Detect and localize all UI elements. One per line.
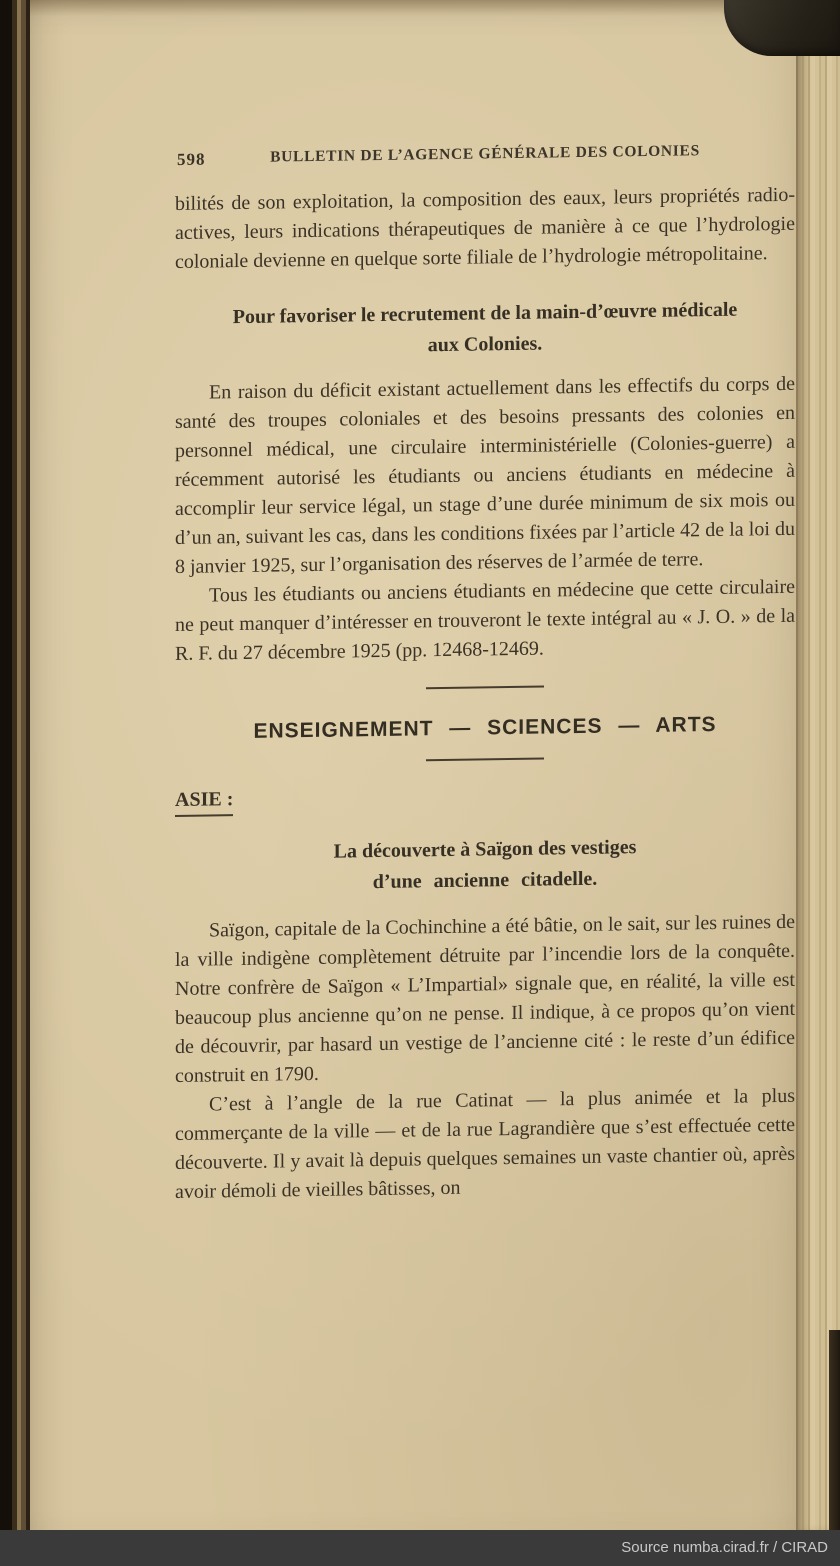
source-credit-bar — [0, 1530, 840, 1566]
article-heading-recruitment — [175, 294, 795, 365]
book-binding-left — [0, 0, 30, 1530]
region-label-text: ASIE : — [175, 788, 233, 817]
article-heading-saigon-line1: La découverte à Saïgon des vestiges — [333, 836, 637, 863]
article-heading-recruitment-line1: Pour favoriser le recrutement de la main-d’œuvre médicale — [232, 298, 738, 329]
paragraph-hydrology-continuation: bilités de son exploitation, la composition des eaux, leurs propriétés radio-actives, leurs indications thérapeutiques de manière à ce que l’hydrologie coloniale devienne en quelque sorte filiale de l’hydrologie métropolitaine. — [175, 183, 795, 273]
paragraph-recruitment-1: En raison du déficit existant actuellement dans les effectifs du corps de santé des troupes coloniales et des besoins pressants des colonies en personnel médical, une circulaire interministérielle (Colonies-guerre) a récemment autorisé les étudiants ou anciens étudiants en médecine à accomplir leur service légal, un stage d’une durée minimum de six mois ou d’un an, suivant les cas, dans les conditions fixées par l’article 42 de la loi du 8 janvier 1925, sur l’organisation des réserves de l’armée de terre. — [175, 372, 795, 578]
running-header — [175, 141, 795, 168]
paragraph-recruitment-2: Tous les étudiants ou anciens étudiants en médecine que cette circulaire ne peut manquer d’intéresser en trouveront le texte intégral au « J. O. » de la R. F. du 27 décembre 1925 (pp. 12468-12469. — [175, 575, 795, 665]
book-cover-right-edge — [829, 1330, 840, 1530]
page-content — [175, 0, 795, 1207]
article-heading-recruitment-line2: aux Colonies. — [427, 332, 543, 357]
journal-title: BULLETIN DE L’AGENCE GÉNÉRALE DES COLONIES — [270, 142, 700, 166]
paragraph-saigon-2: C’est à l’angle de la rue Catinat — la plus animée et la plus commerçante de la ville — et de la rue Lagrandière que s’est effectuée cette découverte. Il y avait là depuis quelques semaines un vaste chantier où, après avoir démoli de vieilles bâtisses, on — [175, 1084, 795, 1203]
article-heading-saigon — [175, 830, 795, 901]
region-label — [175, 780, 795, 817]
paragraph-saigon-1: Saïgon, capitale de la Cochinchine a été bâtie, on le sait, sur les ruines de la ville indigène complètement détruite par l’incendie lors de la conquête. Notre confrère de Saïgon « L’Impartial» signale que, en réalité, la ville est beaucoup plus ancienne qu’on ne pense. Il indique, à ce propos qu’on vient de découvrir, par hasard un vestige de l’ancienne cité : le reste d’un édifice construit en 1790. — [175, 910, 795, 1087]
page-edges-right — [796, 0, 840, 1530]
source-credit-text: Source numba.cirad.fr / CIRAD — [621, 1539, 828, 1556]
page-number: 598 — [177, 149, 206, 169]
section-divider-rule-bottom — [426, 758, 544, 762]
article-heading-saigon-line2: d’une ancienne citadelle. — [372, 867, 598, 894]
section-title: ENSEIGNEMENT — SCIENCES — ARTS — [253, 712, 717, 743]
section-divider-rule-top — [426, 686, 544, 690]
